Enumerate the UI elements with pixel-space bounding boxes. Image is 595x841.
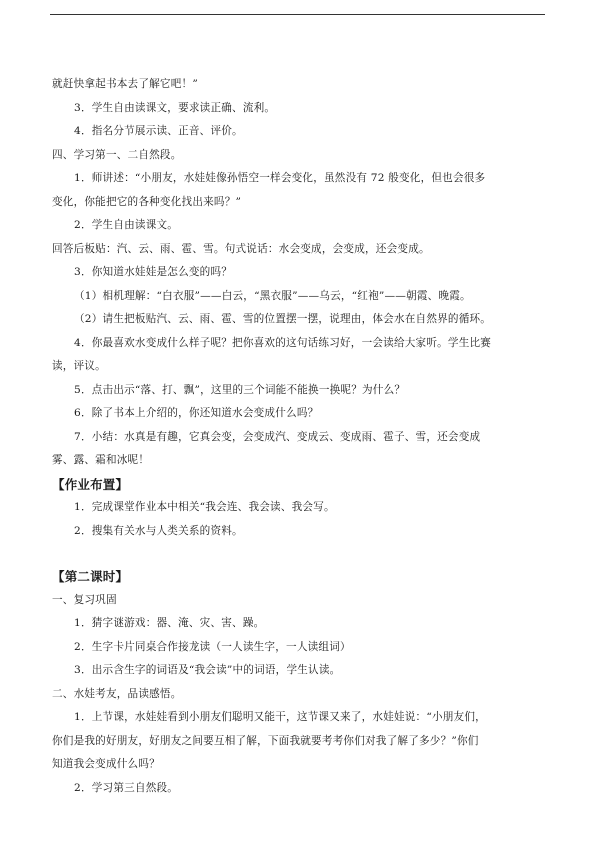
list-item: 2．学习第三自然段。 bbox=[74, 781, 179, 794]
section-heading: 一、复习巩固 bbox=[52, 593, 117, 606]
list-item: 2．学生自由读课文。 bbox=[74, 219, 179, 231]
spacer bbox=[52, 543, 552, 565]
list-item: 4．指名分节展示读、正音、评价。 bbox=[74, 125, 243, 137]
list-item: 3．学生自由读课文，要求读正确、流利。 bbox=[74, 101, 276, 114]
lesson-heading: 【第二课时】 bbox=[52, 569, 129, 584]
text-line: 就赶快拿起书本去了解它吧！” bbox=[52, 78, 198, 90]
text-line: 雾、露、霜和冰呢！ bbox=[52, 454, 150, 466]
list-item: 4．你最喜欢水变成什么样子呢？把你喜欢的这句话练习好，一会读给大家听。学生比赛 bbox=[74, 336, 492, 349]
sub-item: （2）请生把板贴汽、云、雨、雹、雪的位置摆一摆，说理由，体会水在自然界的循环。 bbox=[74, 313, 492, 325]
list-item: 1．师讲述：“小朋友，水娃娃像孙悟空一样会变化，虽然没有 72 般变化，但也会很多 bbox=[74, 172, 486, 184]
section-heading: 二、水娃考友，品读感悟。 bbox=[52, 687, 182, 700]
text-line: 你们是我的好朋友，好朋友之间要互相了解，下面我就要考考你们对我了解了多少？”你们 bbox=[52, 734, 479, 747]
list-item: 7．小结：水真是有趣，它真会变，会变成汽、变成云、变成雨、雹子、雪，还会变成 bbox=[74, 430, 481, 443]
list-item: 1．完成课堂作业本中相关“我会连、我会读、我会写。 bbox=[74, 501, 335, 513]
list-item: 2．搜集有关水与人类关系的资料。 bbox=[74, 524, 243, 537]
text-line: 变化，你能把它的各种变化找出来吗？” bbox=[52, 195, 242, 208]
section-heading: 四、学习第一、二自然段。 bbox=[52, 148, 182, 161]
document-body bbox=[52, 73, 552, 800]
list-item: 5．点击出示“落、打、飘”，这里的三个词能不能换一换呢？为什么？ bbox=[74, 383, 406, 396]
list-item: 1．猜字谜游戏：器、淹、灾、害、躁。 bbox=[74, 617, 265, 629]
text-line: 读，评议。 bbox=[52, 360, 106, 372]
list-item: 2．生字卡片同桌合作接龙读（一人读生字，一人读组词） bbox=[74, 640, 351, 653]
sub-item: （1）相机理解：“白衣服”——白云，“黑衣服”——乌云，“红袍”——朝霞、晚霞。 bbox=[74, 289, 471, 302]
list-item: 1．上节课，水娃娃看到小朋友们聪明又能干，这节课又来了，水娃娃说：“小朋友们， bbox=[74, 711, 486, 723]
list-item: 3．出示含生字的词语及“我会读”中的词语，学生认读。 bbox=[74, 664, 341, 676]
list-item: 3．你知道水娃娃是怎么变的吗？ bbox=[74, 266, 233, 278]
list-item: 6．除了书本上介绍的，你还知道水会变成什么吗？ bbox=[74, 407, 319, 419]
text-line: 回答后板贴：汽、云、雨、雹、雪。句式说话：水会变成，会变成，还会变成。 bbox=[52, 242, 430, 255]
homework-heading: 【作业布置】 bbox=[52, 476, 129, 492]
text-line: 知道我会变成什么吗？ bbox=[52, 758, 160, 770]
header-rule bbox=[50, 14, 545, 15]
